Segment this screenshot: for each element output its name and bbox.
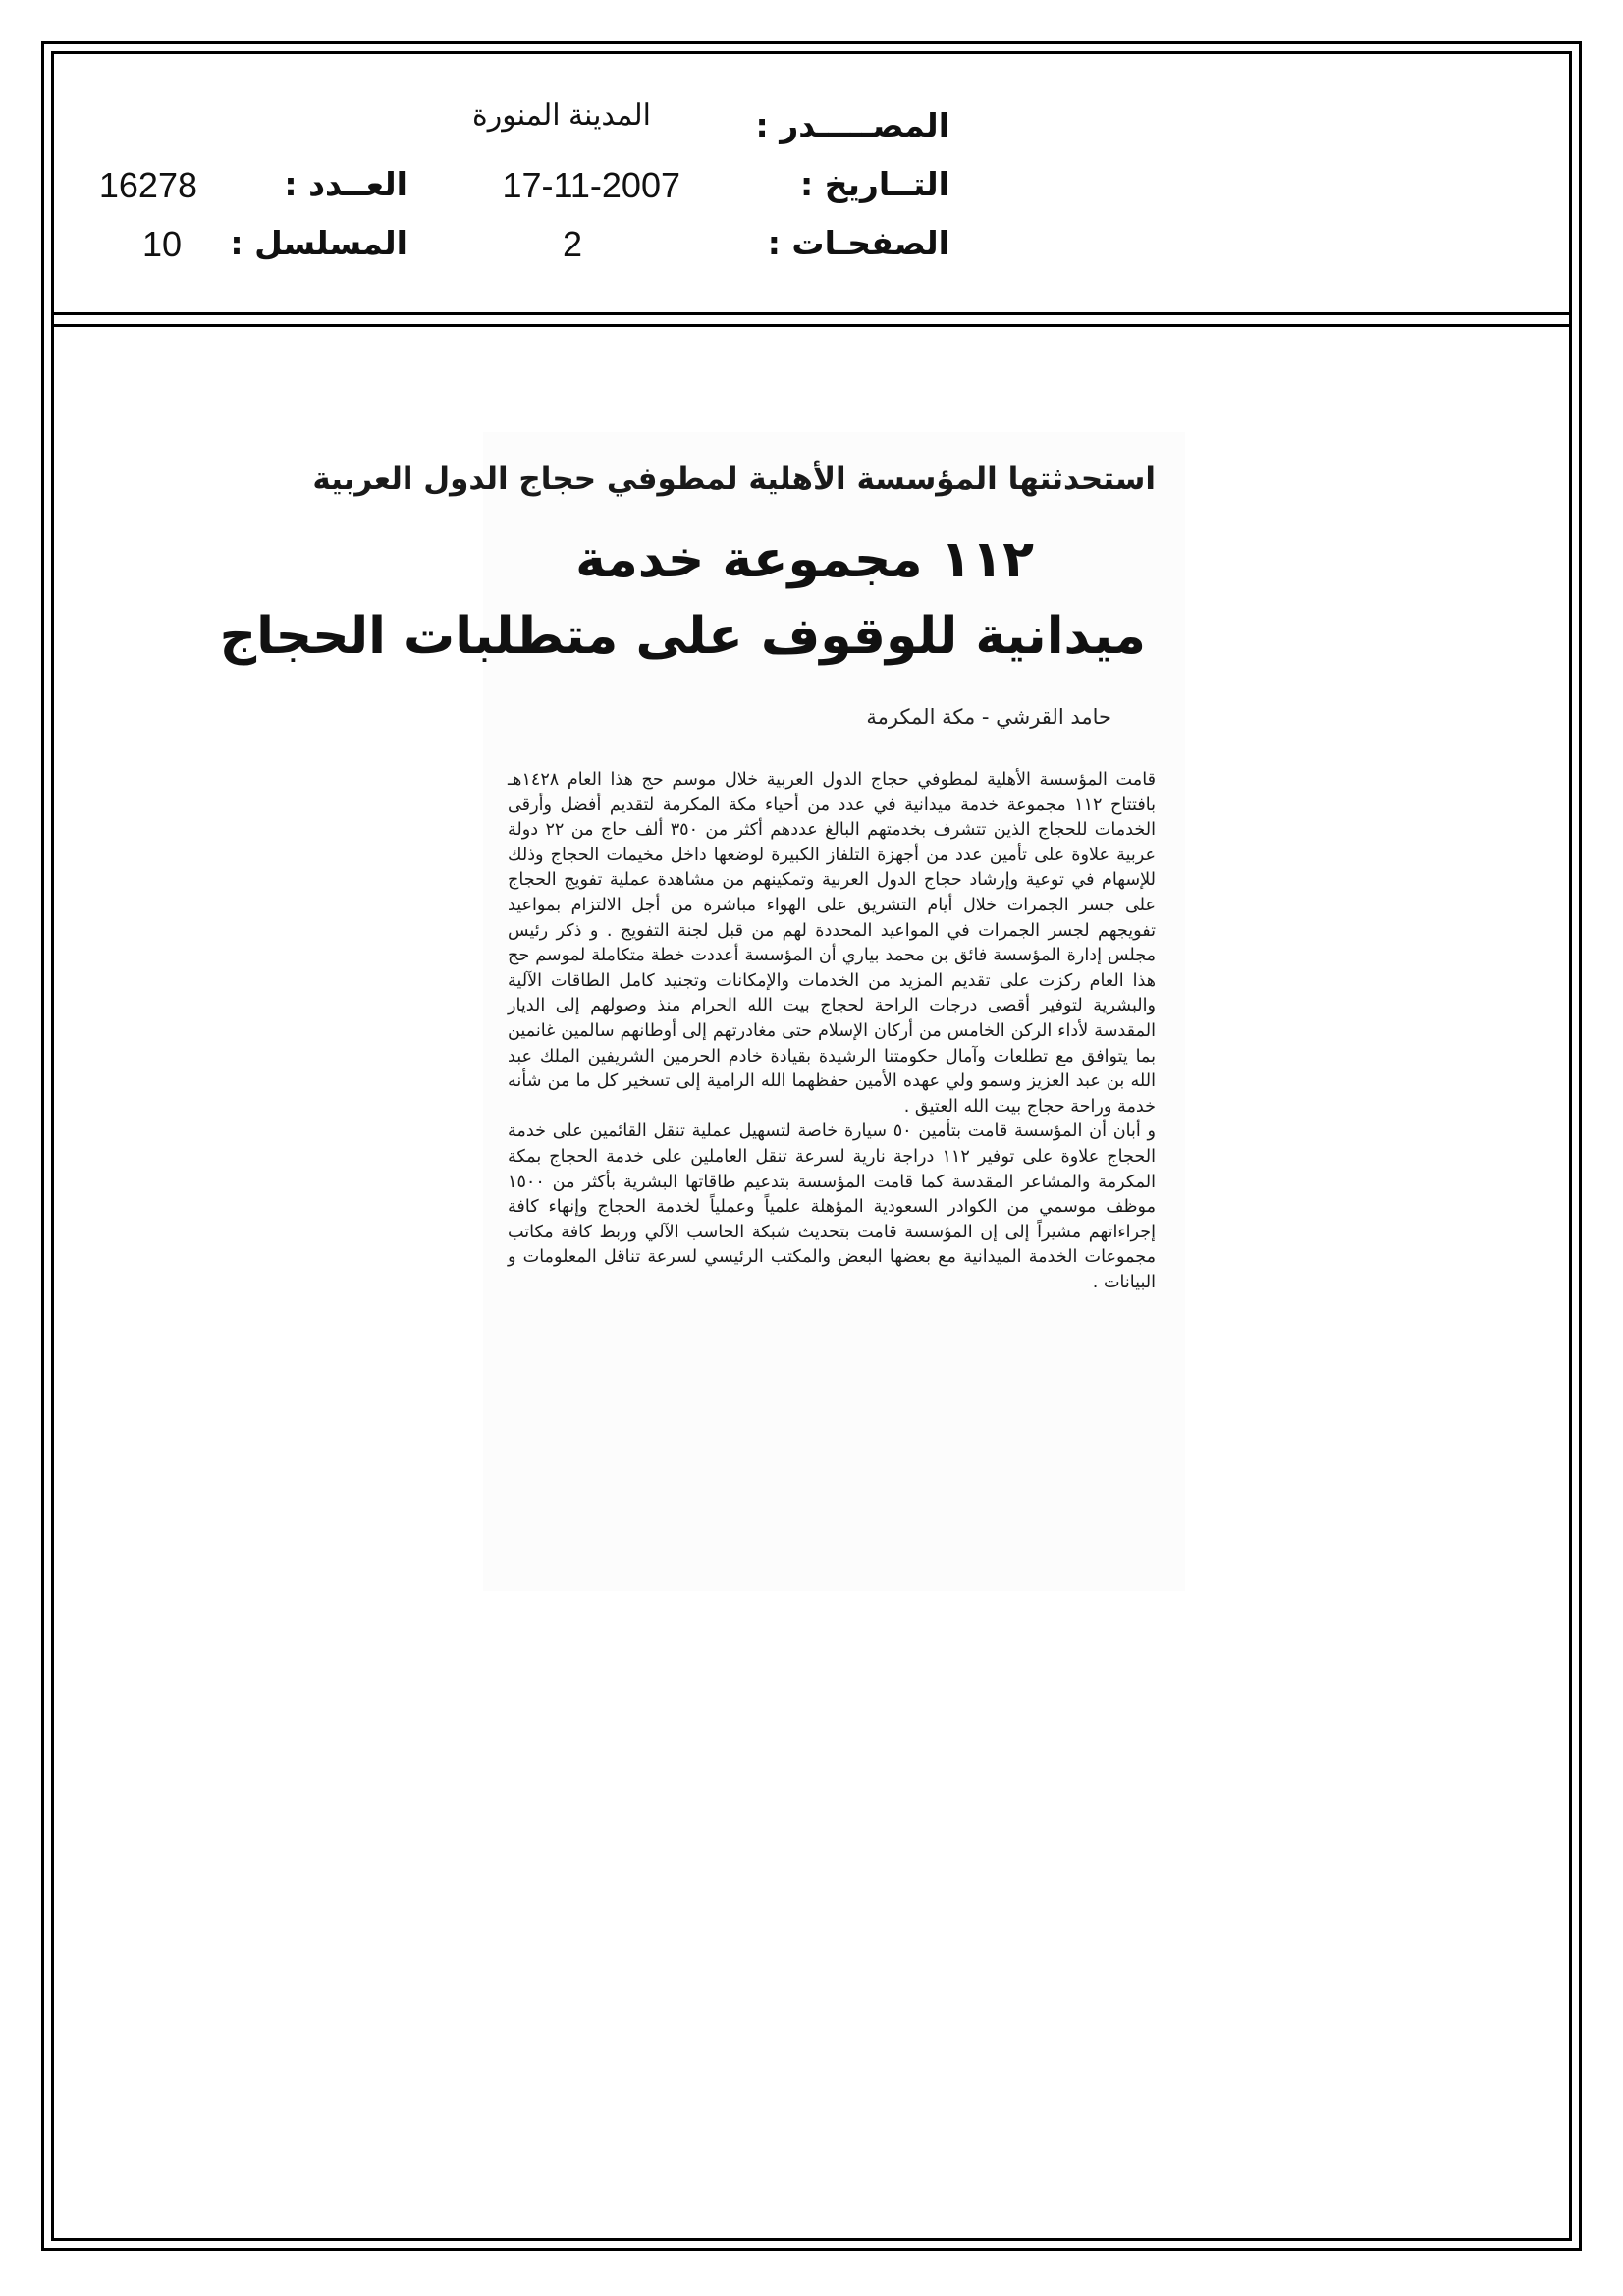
article-paragraph-1: قامت المؤسسة الأهلية لمطوفي حجاج الدول العربية خلال موسم حج هذا العام ١٤٢٨هـ بافتتاح ١١٢ مجموعة خدمة ميدانية في عدد من أحياء مكة المكرمة لتقديم أفضل وأرقى الخدمات للحجاج الذين تتشرف بخدمتهم البالغ عددهم أكثر من ٣٥٠ ألف حاج من ٢٢ دولة عربية علاوة على تأمين عدد من أجهزة التلفاز الكبيرة لوضعها داخل مخيمات الحجاج وذلك للإسهام في توعية وإرشاد حجاج الدول العربية وتمكينهم من مشاهدة عملية تفويج الحجاج على جسر الجمرات خلال أيام التشريق على الهواء مباشرة من أجل الالتزام بمواعيد تفويجهم لجسر الجمرات في المواعيد المحددة لهم من قبل لجنة التفويج . و ذكر رئيس مجلس إدارة المؤسسة فائق بن محمد بياري أن المؤسسة أعددت خطة متكاملة لموسم حج هذا العام ركزت على تقديم المزيد من الخدمات والإمكانات وتجنيد كامل الطاقات الآلية والبشرية لتوفير أقصى درجات الراحة لحجاج بيت الله الحرام منذ وصولهم إلى الديار المقدسة لأداء الركن الخامس من أركان الإسلام حتى مغادرتهم إلى أوطانهم سالمين غانمين بما يتوافق مع تطلعات وآمال حكومتنا الرشيدة بقيادة خادم الحرمين الشريفين الملك عبد الله بن عبد العزيز وسمو ولي عهده الأمين حفظهما الله الرامية إلى تسخير كل ما من شأنه خدمة وراحة حجاج بيت الله العتيق .: [508, 770, 1156, 1117]
header-divider-top: [51, 312, 1572, 315]
newspaper-clipping: [219, 432, 1185, 1591]
issue-value: 16278: [98, 165, 197, 205]
source-value: المدينة المنورة: [472, 99, 651, 132]
article-byline: حامد القرشي - مكة المكرمة: [866, 705, 1111, 729]
header-divider-bottom: [51, 324, 1572, 327]
date-value: 17-11-2007: [502, 165, 680, 205]
article-headline-line1: ١١٢ مجموعة خدمة: [575, 530, 1034, 589]
pages-value: 2: [562, 224, 582, 264]
article-paragraph-2: و أبان أن المؤسسة قامت بتأمين ٥٠ سيارة خاصة لتسهيل عملية تنقل القائمين على خدمة الحجاج علاوة على توفير ١١٢ دراجة نارية لسرعة تنقل العاملين على خدمة الحجاج بمكة المكرمة والمشاعر المقدسة كما قامت المؤسسة بتدعيم طاقاتها البشرية بأكثر من ١٥٠٠ موظف موسمي من الكوادر السعودية المؤهلة علمياً وعملياً لخدمة الحجاج وإنهاء كافة إجراءاتهم مشيراً إلى إن المؤسسة قامت بتحديث شبكة الحاسب الآلي وربط كافة مكاتب مجموعات الخدمة الميدانية مع بعضها البعض والمكتب الرئيسي لسرعة تناقل المعلومات و البيانات .: [508, 1121, 1157, 1292]
issue-label: العــدد :: [284, 165, 407, 203]
pages-label: الصفحـات :: [767, 224, 949, 262]
article-kicker: استحدثتها المؤسسة الأهلية لمطوفي حجاج الدول العربية: [312, 462, 1156, 497]
source-label: المصـــــدر :: [755, 106, 949, 144]
serial-label: المسلسل :: [230, 224, 407, 262]
serial-value: 10: [141, 224, 182, 264]
article-headline-line2: ميدانية للوقوف على متطلبات الحجاج: [219, 607, 1146, 666]
article-body: [508, 768, 1156, 1295]
date-label: التــاريخ :: [800, 165, 949, 203]
